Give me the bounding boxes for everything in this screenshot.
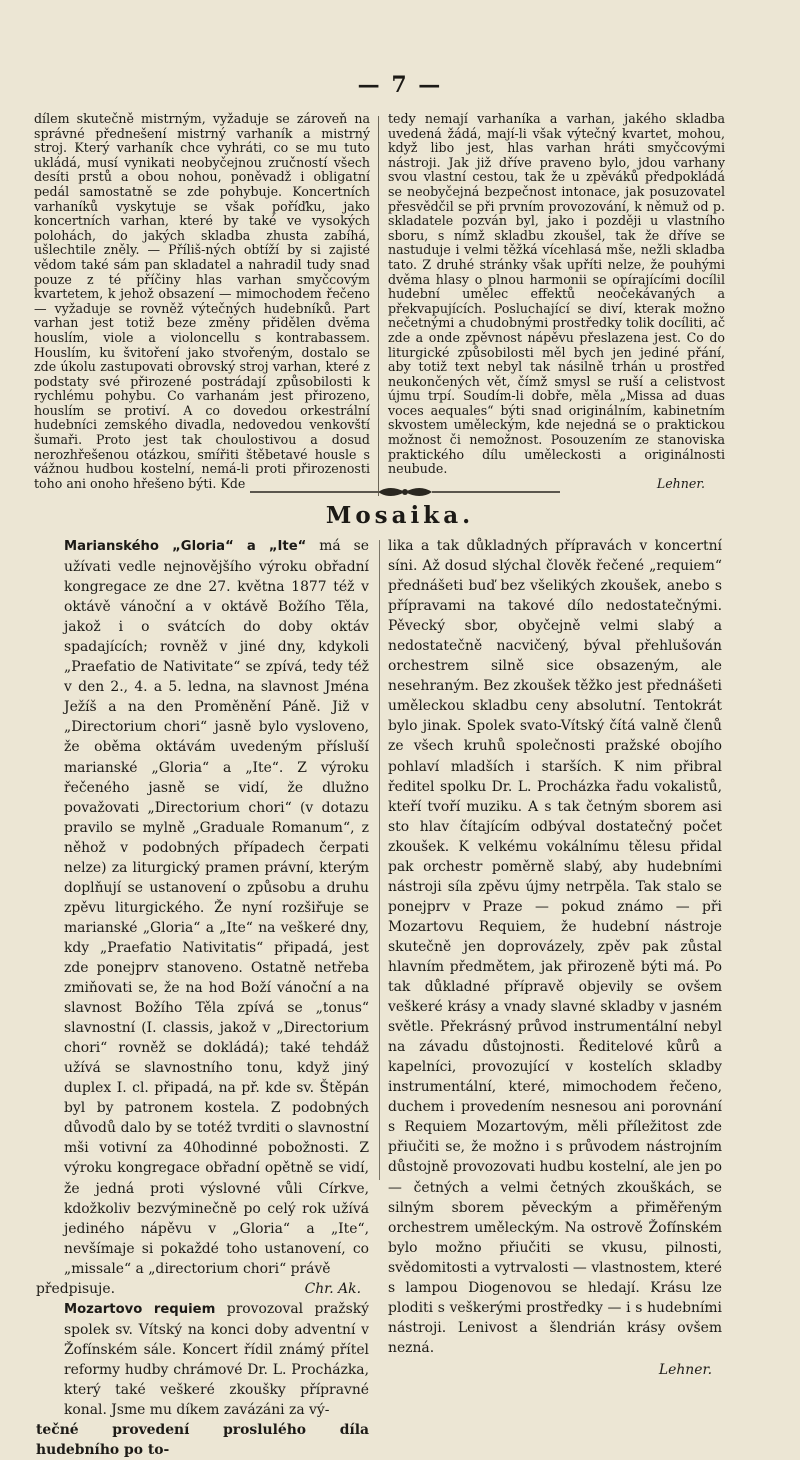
news-item — [36, 1299, 369, 1420]
ornamental-divider — [250, 481, 560, 503]
body-paragraph: dílem skutečně mistrným, vyžaduje se zároveň na správné přednešení mistrný varhaník a mistrný stroj. Který varhaník chce vyhráti, co se mu tuto ukládá, musí vynikati neobyčejnou zručností všech desíti prstů a obou nohou, poněvadž i obligatní pedál samostatně se zde pohybuje. Koncertních varhaníků vyskytuje se však poříďku, jako koncertních varhan, které by také ve vysokých polohách, do jakých skladba zhusta zabíhá, ušlechtile zněly. — Příliš-ných obtíží by si zajisté vědom také sám pan skladatel a nahradil tudy snad pouze z té příčiny hlas varhan smyčcovým kvartetem, k jehož obsazení — mimochodem řečeno — vyžaduje se rovněž výtečných hudebníků. Part varhan jest totiž beze změny přidělen dvěma houslím, viole a violoncellu s kontrabassem. Houslím, ku švitoření jako stvořeným, dostalo se zde úkolu zastupovati obrovský stroj varhan, které z podstaty své přirozené postrádají způsobilosti k rychlému pohybu. Co varhanám jest přirozeno, houslím se protiví. A co dovedou orkestrální hudebníci zemského divadla, nedovedou venkovští šumaři. Proto jest tak choulostivou a dosud nerozhřešenou otázkou, smířiti štěbetavé housle s vážnou hudbou kostelní, nemá-li proti přirozenosti toho ani onoho hřešeno býti. Kde — [34, 111, 370, 491]
news-item-text: předpisuje. — [36, 1280, 115, 1297]
news-item — [36, 536, 369, 1279]
author-signature: Lehner. — [658, 1361, 712, 1378]
author-signature: Chr. Ak. — [304, 1280, 361, 1297]
news-column-right — [388, 536, 722, 1380]
column-divider — [379, 540, 380, 1180]
article-column-right — [388, 112, 725, 491]
news-item-text: tečné provedení proslulého díla hudebního po to- — [36, 1422, 369, 1459]
news-item-text: lika a tak důkladných přípravách v koncertní síni. Až dosud slýchal člověk řečené „requiem“ přednášeti buď bez všelikých zkoušek, anebo s přípravami na takové dílo nedostatečnými. Pěvecký sbor, obyčejně velmi slabý a nedostatečně nacvičený, býval přehlušován orchestrem silně sice obsazeným, ale nesehraným. Bez zkoušek těžko jest přednášeti uměleckou skladbu ceny absolutní. Tentokrát bylo jinak. Spolek svato-Vítský čítá valně členů ze všech kruhů společnosti pražské obojího pohlaví mladších i starších. K nim přibral ředitel spolku Dr. L. Procházka řadu vokalistů, kteří tvoří muziku. A s tak četným sborem asi sto hlav čítajícím odbýval dostatečný počet zkoušek. K velkému vokálnímu tělesu přidal pak orchestr poměrně slabý, aby hudebními nástroji síla zpěvu újmy netrpěla. Tak stalo se ponejprv v Praze — pokud známo — při Mozartovu Requiem, že hudební nástroje skutečně jen doprovázely, zpěv pak zůstal hlavním předmětem, jak přirozeně býti má. Po tak důkladné přípravě objevily se ovšem veškeré krásy a vnady slavné skladby v jasném světle. Překrásný průvod instrumentální nebyl na závadu důstojnosti. Ředitelové kůrů a kapelníci, provozující v kostelích skladby instrumentální, které, mimochodem řečeno, duchem i provedením nesnesou ani porovnání s Requiem Mozartovým, měli příležitost zde přiučiti se, že možno i s průvodem nástrojním důstojně provozovati hudbu kostelní, ale jen po — četných a velmi četných zkouškách, se silným sborem pěveckým a přiměřeným orchestrem uměleckým. Na ostrově Žofínském bylo možno přiučiti se vkusu, pilnosti, svědomitosti a vytrvalosti — vlastnostem, které s lampou Diogenovou se hledají. Krásu lze ploditi s veškerými prostředky — i s hudebními nástroji. Lenivost a šlendrián krásy ovšem nezná. — [388, 538, 722, 1356]
section-title: Mosaika. — [325, 502, 475, 529]
news-item-text: provozoval pražský spolek sv. Vítský na konci doby adventní v Žofínském sále. Koncert řídil známý přítel reformy hudby chrámové Dr. L. Procházka, který také veškeré zkoušky přípravné konal. Jsme mu díkem zavázáni za vý- — [64, 1300, 370, 1419]
news-item-text-last — [36, 1420, 369, 1460]
news-item-heading: Marianského „Gloria“ a „Ite“ — [64, 539, 307, 554]
news-item-end — [36, 1279, 369, 1299]
body-paragraph: tedy nemají varhaníka a varhan, jakého skladba uvedená žádá, mají-li však výtečný kvartet, mohou, když libo jest, hlas varhan hráti smyčcovými nástroji. Jak již dříve praveno bylo, jdou varhany svou vlastní cestou, tak že u zpěváků předpokládá se neobyčejná bezpečnost intonace, jak posuzovatel přesvědčil se při prvním provozování, k němuž od p. skladatele pozván byl, jako i později u vlastního sboru, s nímž skladbu zkoušel, tak že dříve se nastudujе i velmi těžká vícehlasá mše, nežli skladba tato. Z druhé stránky však upříti nelze, že pouhými dvěma hlasy o plnou harmonii se opírajícími docílil hudební umělec effektů neočekávaných a překvapujících. Posluchající se diví, kterak možno nečetnými a chudobnými prostředky tolik docíliti, ač zde a onde zpěvnost nápěvu přeslazena jest. Co do liturgické způsobilosti měl bych jen jediné přání, aby totiž text nebyl tak násilně trhán u prostřed neukončených vět, čímž smysl se ruší a celistvost újmu trpí. Soudím-li dobře, měla „Missa ad duas voces aequales“ býti snad originálním, kabinetním skvostem uměleckým, kde nejedná se o praktickou možnost či nemožnost. Posouzením ze stanoviska praktického dílu uměleckosti a originálnosti neubude. — [388, 111, 725, 477]
page-number: — 7 — — [357, 72, 443, 98]
article-column-left — [34, 112, 370, 491]
news-item-heading: Mozartovo requiem — [64, 1301, 216, 1317]
news-item-text: má se užívati vedle nejnovějšího výroku obřadní kongregace ze dne 27. května 1877 též v oktávě vánoční a v oktávě Božího Těla, jakož i o svátcích do doby oktáv spadajících; rovněž v jiné dny, kdykoli „Praefatio de Nativitate“ se zpívá, tedy též v den 2., 4. a 5. ledna, na slavnost Jména Ježíš a na den Proměnění Páně. Již v „Directorium chori“ jasně bylo vysloveno, že oběma oktávám uvedeným přísluší marianské „Gloria“ a „Ite“. Z výroku řečeného jasně se vidí, že dlužno považovati „Directorium chori“ (v dotazu pravilo se mylně „Graduale Romanum“, z něhož v podobných případech čerpati nelze) za liturgický pramen právní, kterým doplňují se ustanovení o způsobu a druhu zpěvu liturgického. Že nyní rozšiřuje se marianské „Gloria“ a „Ite“ na veškeré dny, kdy „Praefatio Nativitatis“ připadá, jest zde ponejprv stanoveno. Ostatně netřeba zmiňovati se, že na hod Boží vánoční a na slavnost Božího Těla zpívá se „tonus“ slavnostní (I. classis, jakož v „Directorium chori“ rovněž se dokládá); také tehdáž užívá se slavnostního tonu, když jiný duplex I. cl. připadá, na př. kde sv. Štěpán byl by patronem kostela. Z podobných důvodů dalo by se totéž tvrditi o slavnostní mši votivní za 40hodinné pobožnosti. Z výroku kongregace obřadní opětně se vidí, že jedná proti výslovné vůli Církve, kdožkoliv bezvýminečně po celý rok užívá jediného nápěvu v „Gloria“ a „Ite“, nevšímaje si pokaždé toho ustanovení, co „missale“ a „directorium chori“ právě — [64, 538, 369, 1277]
author-signature: Lehner. — [656, 475, 705, 491]
column-divider — [378, 116, 379, 496]
news-column-left — [36, 536, 369, 1460]
